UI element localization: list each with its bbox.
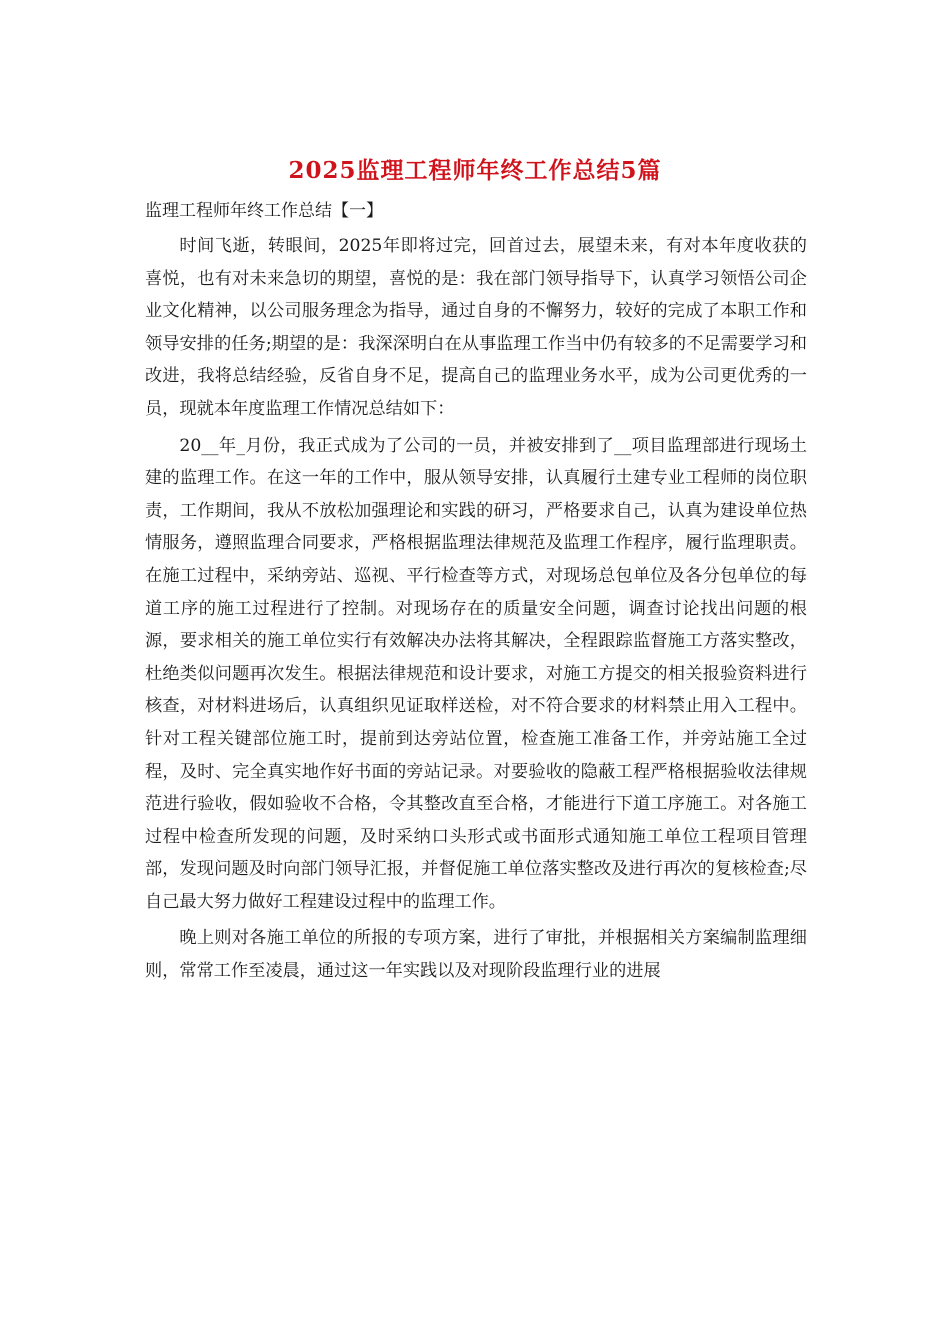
paragraph-2: 20__年_月份，我正式成为了公司的一员，并被安排到了__项目监理部进行现场土建的监理工作。在这一年的工作中，服从领导安排，认真履行土建专业工程师的岗位职责，工作期间，我从不放松加强理论和实践的研习，严格要求自己，认真为建设单位热情服务，遵照监理合同要求，严格根据监理法律规范及监理工作程序，履行监理职责。在施工过程中，采纳旁站、巡视、平行检查等方式，对现场总包单位及各分包单位的每道工序的施工过程进行了控制。对现场存在的质量安全问题，调查讨论找出问题的根源，要求相关的施工单位实行有效解决办法将其解决，全程跟踪监督施工方落实整改，杜绝类似问题再次发生。根据法律规范和设计要求，对施工方提交的相关报验资料进行核查，对材料进场后，认真组织见证取样送检，对不符合要求的材料禁止用入工程中。针对工程关键部位施工时，提前到达旁站位置，检查施工准备工作，并旁站施工全过程，及时、完全真实地作好书面的旁站记录。对要验收的隐蔽工程严格根据验收法律规范进行验收，假如验收不合格，令其整改直至合格，才能进行下道工序施工。对各施工过程中检查所发现的问题，及时采纳口头形式或书面形式通知施工单位工程项目管理部，发现问题及时向部门领导汇报，并督促施工单位落实整改及进行再次的复核检查;尽自己最大努力做好工程建设过程中的监理工作。 xyxy=(145,435,807,912)
section-heading: 监理工程师年终工作总结【一】 xyxy=(145,201,383,221)
paragraph-1: 时间飞逝，转眼间，2025年即将过完，回首过去，展望未来，有对本年度收获的喜悦，也有对未来急切的期望，喜悦的是：我在部门领导指导下，认真学习领悟公司企业文化精神，以公司服务理念为指导，通过自身的不懈努力，较好的完成了本职工作和领导安排的任务;期望的是：我深深明白在从事监理工作当中仍有较多的不足需要学习和改进，我将总结经验，反省自身不足，提高自己的监理业务水平，成为公司更优秀的一员，现就本年度监理工作情况总结如下： xyxy=(145,236,807,419)
document-body xyxy=(145,197,807,992)
paragraph-3: 晚上则对各施工单位的所报的专项方案，进行了审批，并根据相关方案编制监理细则，常常工作至凌晨，通过这一年实践以及对现阶段监理行业的进展 xyxy=(145,928,807,982)
document-title: 2025监理工程师年终工作总结5篇 xyxy=(288,157,662,184)
